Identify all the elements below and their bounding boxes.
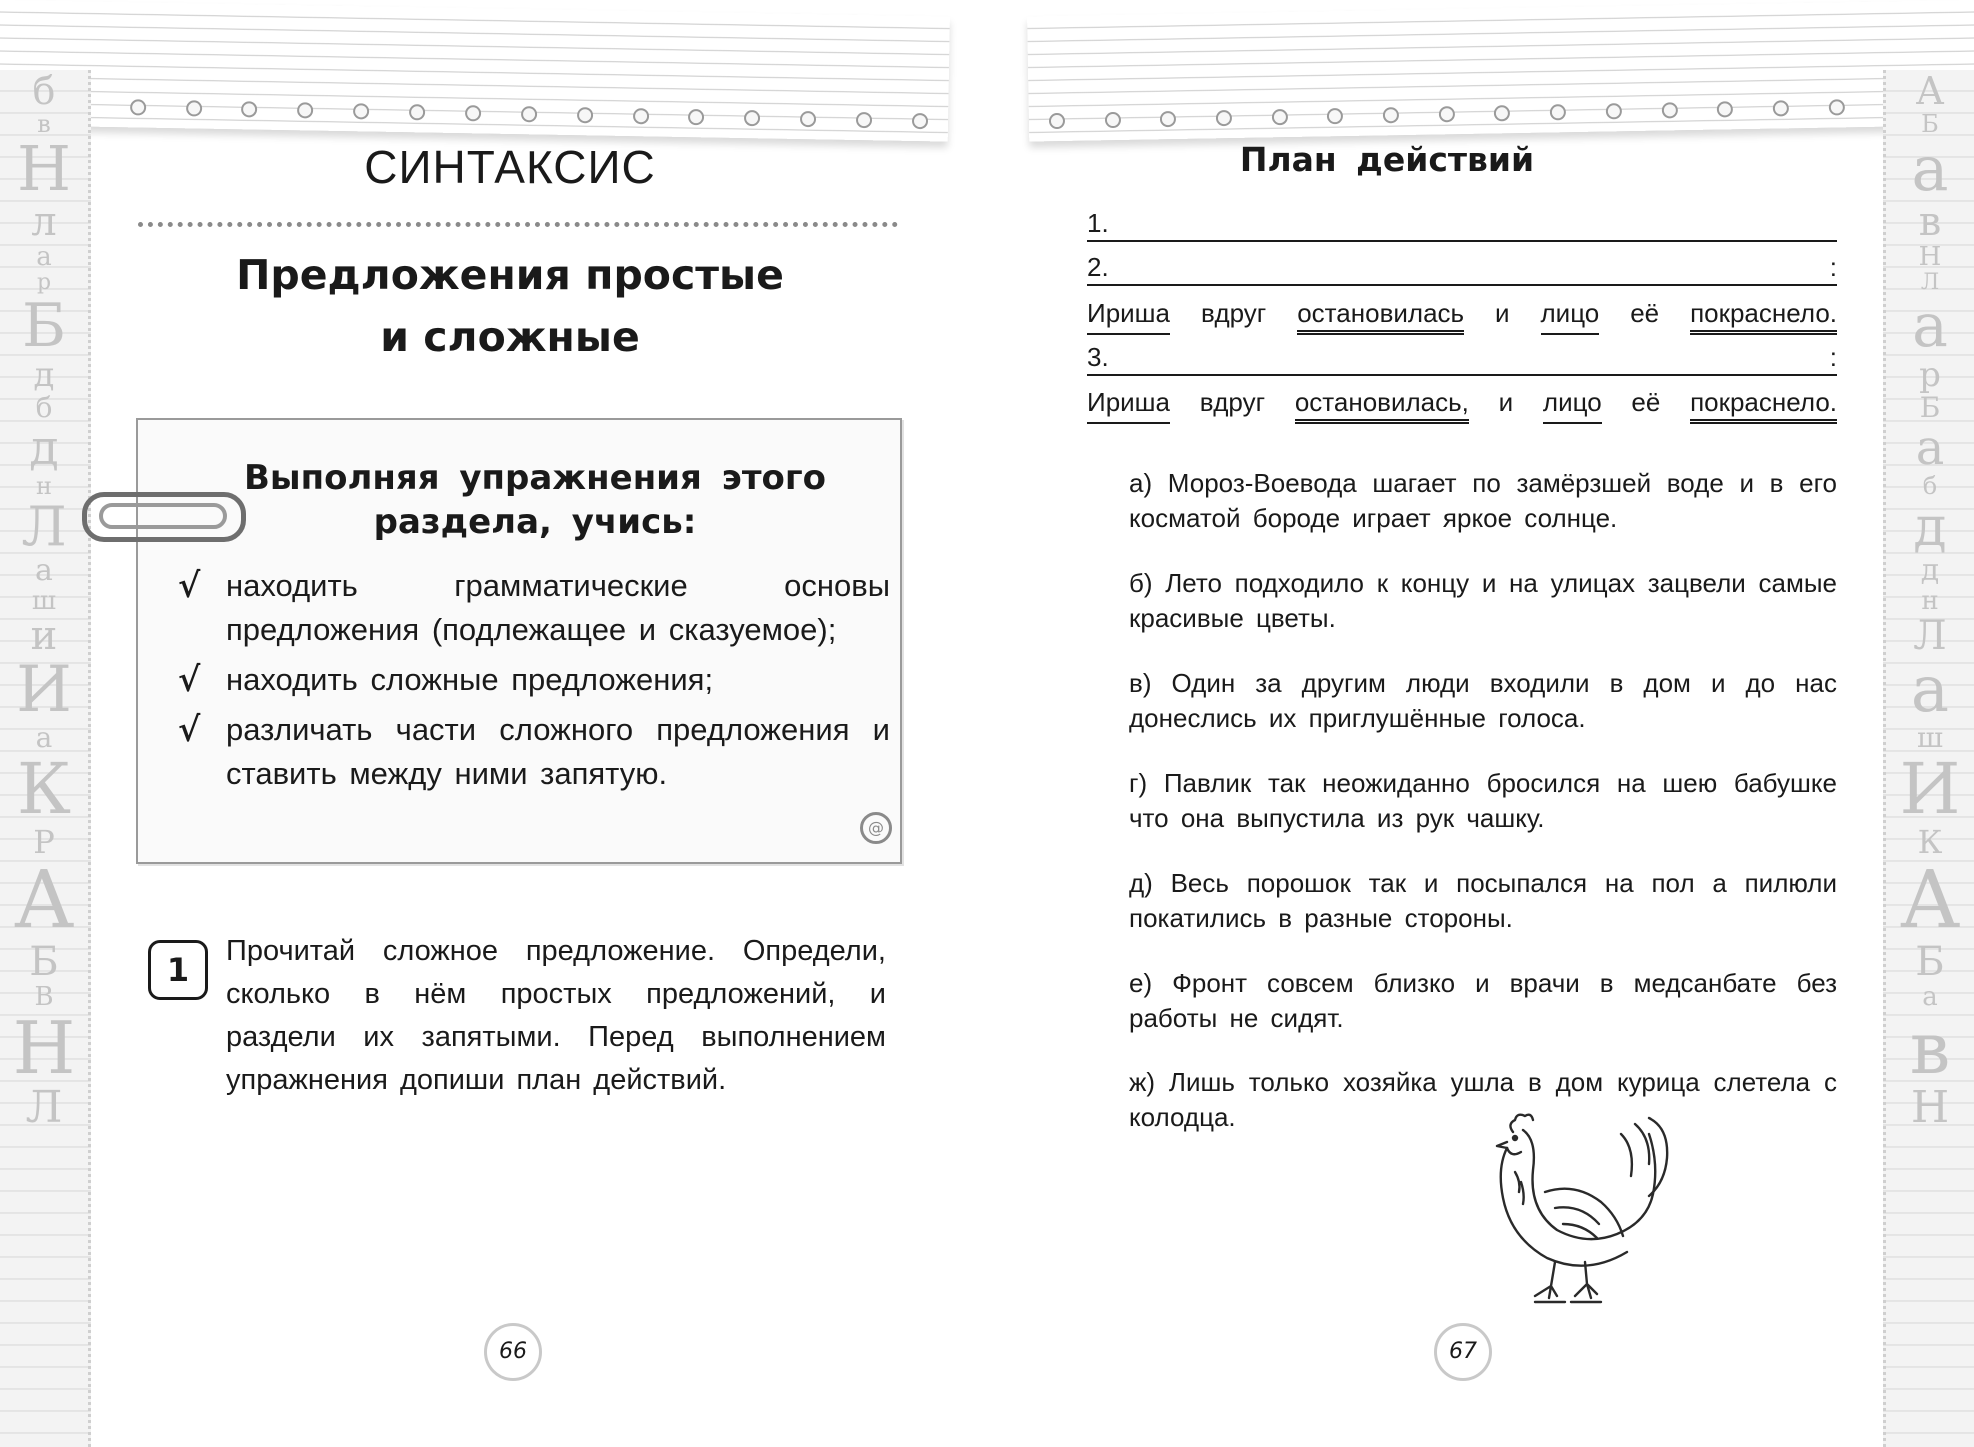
margin-letter: б <box>32 70 56 113</box>
margin-letter: А <box>1915 70 1945 113</box>
margin-letter: д <box>33 355 55 395</box>
sample-word: лицо <box>1543 385 1602 424</box>
margin-letter: Л <box>1920 270 1940 295</box>
margin-letter: а <box>35 553 53 588</box>
plan-line-3[interactable]: 3. : <box>1087 340 1837 376</box>
margin-letter: д <box>1913 495 1947 558</box>
page-number: 66 <box>484 1323 542 1381</box>
checkmark-icon: √ <box>178 710 201 750</box>
margin-letter: а <box>1911 132 1949 205</box>
checkmark-icon: √ <box>178 566 201 606</box>
plan-line-1[interactable]: 1. <box>1087 206 1837 242</box>
sample-word: остановилась <box>1297 296 1464 335</box>
margin-letter: И <box>16 653 72 727</box>
notebook-paper-strip <box>1027 0 1974 142</box>
sample-word: покраснело. <box>1690 296 1837 335</box>
alphabet-margin <box>0 70 91 1447</box>
exercise-item-a: а) Мороз-Воевода шагает по замёрзшей воде и в его косматой бороде играет яркое солнце. <box>1129 468 1837 533</box>
margin-letter: д <box>29 420 59 476</box>
margin-letter: а <box>35 721 53 754</box>
sample-word: её <box>1631 387 1661 417</box>
margin-letter: р <box>36 270 52 295</box>
margin-letter: в <box>1918 199 1942 245</box>
margin-letter: а <box>1912 291 1948 361</box>
sample-word: и <box>1495 298 1510 328</box>
binder-rings <box>0 97 948 130</box>
margin-letter: Р <box>33 823 55 861</box>
sample-word: её <box>1630 298 1660 328</box>
lesson-title-line-2: и сложные <box>380 313 640 361</box>
page-number: 67 <box>1434 1323 1492 1381</box>
exercise-item-d: г) Павлик так неожиданно бросился на шею бабушке что она выпустила из рук чашку. <box>1129 768 1837 833</box>
task-number-badge: 1 <box>148 940 208 1000</box>
margin-letter: н <box>1921 586 1939 616</box>
notebook-paper-strip <box>0 0 950 142</box>
margin-letter: ш <box>1916 721 1944 754</box>
objective-item: √ находить сложные предложения; <box>178 660 714 700</box>
margin-letter: Н <box>1910 1082 1950 1133</box>
exercise-item-c: в) Один за другим люди входили в дом и до нас донеслись их приглушённые голоса. <box>1129 668 1837 733</box>
margin-letter: а <box>1922 982 1938 1012</box>
margin-letter: б <box>1922 472 1938 500</box>
margin-letter: К <box>16 748 72 830</box>
margin-letter: Н <box>1918 242 1942 272</box>
objective-item: √ различать части сложного предложения и ставить между ними запятую. <box>178 710 890 791</box>
margin-letter: и <box>30 613 58 659</box>
plan-line-2[interactable]: 2. : <box>1087 250 1837 286</box>
margin-letter: а <box>1915 420 1945 476</box>
margin-letter: а <box>1910 653 1950 727</box>
sample-sentence-1 <box>1087 296 1837 335</box>
margin-letter: р <box>1919 355 1941 395</box>
margin-letter: Б <box>1919 391 1941 424</box>
exercise-item-f: е) Фронт совсем близко и врачи в медсанбате без работы не сидят. <box>1129 968 1837 1033</box>
page-67 <box>987 0 1974 1447</box>
sample-word: вдруг <box>1199 387 1266 417</box>
objective-item: √ находить грамматические основы предложения (подлежащее и сказуемое); <box>178 566 890 647</box>
sample-word: покраснело. <box>1690 385 1837 424</box>
objectives-list <box>178 564 890 802</box>
margin-letter: а <box>36 242 52 272</box>
margin-letter: Б <box>21 291 67 361</box>
margin-letter: Л <box>25 1082 63 1133</box>
margin-letter: К <box>1917 823 1943 861</box>
task-instructions: Прочитай сложное предложение. Определи, сколько в нём простых предложений, и раздели их запятыми. Перед выполнением упражнения допиши план действий. <box>226 935 886 1096</box>
margin-letter: Б <box>29 939 59 985</box>
sample-sentence-2 <box>1087 385 1837 424</box>
margin-letter: В <box>34 982 54 1012</box>
margin-letter: н <box>36 472 52 500</box>
margin-letter: Б <box>1921 110 1939 138</box>
exercise-item-e: д) Весь порошок так и посыпался на пол а пилюли покатились в разные стороны. <box>1129 868 1837 933</box>
sample-word: лицо <box>1541 296 1600 335</box>
margin-letter: ш <box>31 586 57 616</box>
margin-letter: И <box>1899 748 1961 830</box>
checkmark-icon: √ <box>178 660 201 700</box>
margin-letter: в <box>1909 1006 1951 1090</box>
sample-word: Ириша <box>1087 385 1170 424</box>
binder-rings <box>1029 97 1974 130</box>
dotted-divider <box>138 222 898 227</box>
margin-letter: д <box>1920 553 1940 588</box>
sample-word: Ириша <box>1087 296 1170 335</box>
lesson-title <box>140 244 880 368</box>
sample-word: и <box>1498 387 1514 417</box>
margin-letter: Н <box>12 1006 76 1090</box>
margin-letter: л <box>31 199 57 245</box>
hen-illustration <box>1485 1112 1675 1308</box>
exercise-item-g: ж) Лишь только хозяйка ушла в дом курица слетела с колодца. <box>1129 1067 1837 1132</box>
margin-letter: в <box>37 110 51 138</box>
margin-letter: Н <box>16 132 72 205</box>
margin-letter: Б <box>1915 939 1945 985</box>
plan-title: План действий <box>1239 140 1535 179</box>
sample-word: остановилась, <box>1295 385 1469 424</box>
section-title: СИНТАКСИС <box>364 141 656 193</box>
margin-letter: А <box>13 853 75 946</box>
margin-letter: Л <box>1913 613 1947 659</box>
page-curl-icon: @ <box>860 812 892 844</box>
margin-letter: Л <box>21 495 67 558</box>
margin-letter: А <box>1899 853 1961 946</box>
objectives-heading: Выполняя упражнения этого раздела, учись: <box>243 458 827 542</box>
alphabet-margin <box>1883 70 1974 1447</box>
margin-letter: б <box>35 391 53 424</box>
exercise-item-b: б) Лето подходило к концу и на улицах зацвели самые красивые цветы. <box>1129 568 1837 633</box>
lesson-title-line-1: Предложения простые <box>236 251 784 299</box>
sample-word: вдруг <box>1200 298 1267 328</box>
